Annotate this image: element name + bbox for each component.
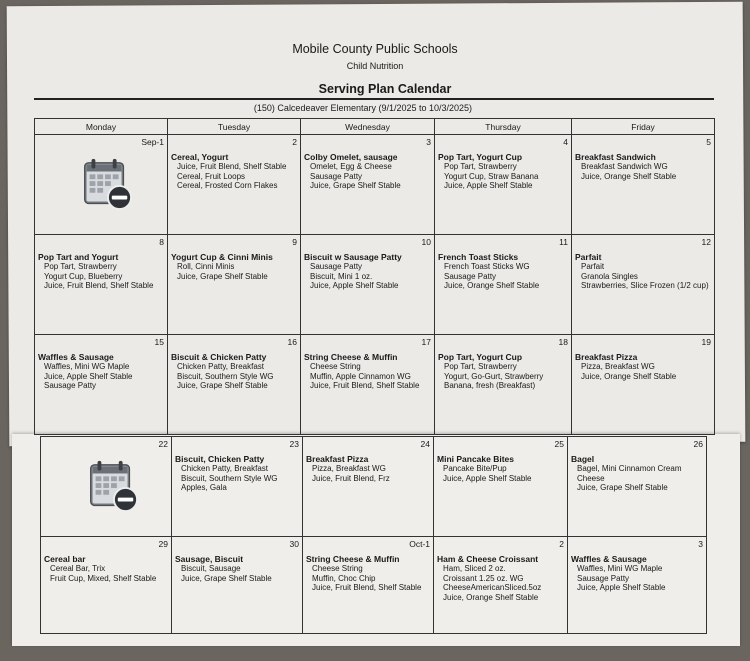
menu-item: Juice, Fruit Blend, Shelf Stable: [177, 162, 287, 171]
meal-title: String Cheese & Muffin: [306, 554, 400, 564]
menu-item: Chicken Patty, Breakfast: [177, 362, 264, 371]
meal-title: Cereal bar: [44, 554, 86, 564]
menu-item: Sausage Patty: [44, 381, 97, 391]
school-system-name: Mobile County Public Schools: [292, 42, 458, 56]
menu-item: Juice, Apple Shelf Stable: [577, 583, 666, 593]
meal-title: Biscuit, Chicken Patty: [175, 454, 265, 464]
day-number: 25: [554, 439, 564, 449]
day-number: 4: [563, 137, 568, 147]
menu-item: Pizza, Breakfast WG: [312, 464, 386, 473]
menu-item: Breakfast Sandwich WG: [581, 162, 668, 171]
menu-item: Juice, Fruit Blend, Shelf Stable: [310, 381, 420, 391]
menu-item: Cereal Bar, Trix: [50, 564, 106, 573]
meal-title: French Toast Sticks: [438, 252, 519, 262]
menu-item: Juice, Fruit Blend, Frz: [312, 473, 390, 483]
menu-item: Biscuit, Southern Style WG: [177, 371, 274, 381]
calendar-day-cell: [572, 235, 715, 335]
calendar-grid-bottom: [40, 436, 707, 634]
day-number: 15: [154, 337, 164, 347]
day-number: 3: [426, 137, 431, 147]
day-number: 16: [287, 337, 297, 347]
menu-item: Juice, Apple Shelf Stable: [310, 281, 399, 291]
day-number: 5: [706, 137, 711, 147]
menu-item: Biscuit, Sausage: [181, 564, 241, 573]
menu-item: Cereal, Frosted Corn Flakes: [177, 181, 278, 191]
menu-item: Parfait: [581, 262, 605, 271]
day-number: 8: [159, 237, 164, 247]
day-number: Sep-1: [141, 137, 164, 147]
day-number: 24: [420, 439, 430, 449]
week-row: [41, 537, 707, 634]
meal-title: Biscuit & Chicken Patty: [171, 352, 267, 362]
holiday-calendar-icon: [77, 157, 135, 213]
menu-item: Juice, Apple Shelf Stable: [444, 181, 533, 191]
day-number: 17: [421, 337, 431, 347]
day-number: 2: [559, 539, 564, 549]
menu-item: Muffin, Choc Chip: [312, 573, 376, 583]
day-number: 22: [158, 439, 168, 449]
menu-item: Juice, Fruit Blend, Shelf Stable: [44, 281, 154, 291]
weekday-header: Thursday: [435, 119, 572, 135]
menu-item: Juice, Orange Shelf Stable: [444, 281, 540, 291]
menu-item: Bagel, Mini Cinnamon Cream Cheese: [577, 464, 682, 483]
school-date-range: (150) Calcedeaver Elementary (9/1/2025 to 10/3/2025): [253, 103, 473, 113]
meal-title: Biscuit w Sausage Patty: [304, 252, 402, 262]
menu-item: Pop Tart, Strawberry: [444, 162, 517, 171]
menu-item: Croissant 1.25 oz. WG: [443, 573, 524, 583]
menu-item: Waffles, Mini WG Maple: [577, 564, 663, 573]
calendar-day-cell: [303, 537, 434, 634]
menu-item: Muffin, Apple Cinnamon WG: [310, 371, 411, 381]
day-number: 26: [693, 439, 703, 449]
calendar-day-cell: [168, 335, 301, 435]
menu-item: Pizza, Breakfast WG: [581, 362, 655, 371]
weekday-header: Tuesday: [168, 119, 301, 135]
meal-title: Sausage, Biscuit: [175, 554, 244, 564]
meal-title: Breakfast Pizza: [306, 454, 369, 464]
meal-title: Breakfast Pizza: [575, 352, 638, 362]
title-divider: [34, 98, 714, 100]
menu-item: Sausage Patty: [444, 271, 497, 281]
menu-item: Granola Singles: [581, 271, 638, 281]
meal-title: Mini Pancake Bites: [437, 454, 515, 464]
meal-title: Cereal, Yogurt: [171, 152, 229, 162]
calendar-day-cell: [301, 135, 435, 235]
department-name: Child Nutrition: [346, 61, 404, 71]
menu-item: Fruit Cup, Mixed, Shelf Stable: [50, 573, 157, 583]
week-row: [41, 437, 707, 537]
meal-title: Waffles & Sausage: [571, 554, 647, 564]
day-number: 30: [289, 539, 299, 549]
calendar-day-cell: [41, 437, 172, 537]
week-row: [35, 235, 715, 335]
menu-item: Cheese String: [310, 362, 361, 371]
menu-item: Juice, Grape Shelf Stable: [177, 381, 268, 391]
calendar-day-cell: [301, 235, 435, 335]
calendar-day-cell: [572, 135, 715, 235]
weekday-header: Wednesday: [301, 119, 435, 135]
calendar-grid-top: [34, 118, 715, 435]
day-number: 10: [421, 237, 431, 247]
meal-title: Waffles & Sausage: [38, 352, 114, 362]
menu-item: Juice, Fruit Blend, Shelf Stable: [312, 583, 422, 593]
calendar-day-cell: [435, 235, 572, 335]
menu-item: Juice, Apple Shelf Stable: [443, 473, 532, 483]
menu-item: Pop Tart, Strawberry: [44, 262, 117, 271]
calendar-day-cell: [434, 437, 568, 537]
meal-title: Pop Tart, Yogurt Cup: [438, 352, 523, 362]
menu-item: Cereal, Fruit Loops: [177, 171, 246, 181]
day-number: 23: [289, 439, 299, 449]
menu-item: Biscuit, Southern Style WG: [181, 473, 278, 483]
menu-item: Juice, Grape Shelf Stable: [181, 573, 272, 583]
day-number: 18: [558, 337, 568, 347]
menu-item: Pop Tart, Strawberry: [444, 362, 517, 371]
calendar-day-cell: [172, 437, 303, 537]
calendar-day-cell: [568, 437, 707, 537]
menu-item: Ham, Sliced 2 oz.: [443, 564, 506, 573]
calendar-day-cell: [434, 537, 568, 634]
calendar-day-cell: [168, 135, 301, 235]
day-number: 2: [292, 137, 297, 147]
menu-item: Yogurt, Go-Gurt, Strawberry: [444, 371, 544, 381]
menu-item: Banana, fresh (Breakfast): [444, 381, 536, 391]
menu-item: Sausage Patty: [577, 573, 630, 583]
menu-item: CheeseAmericanSliced.5oz: [443, 583, 542, 593]
meal-title: Pop Tart and Yogurt: [38, 252, 119, 262]
calendar-day-cell: [572, 335, 715, 435]
menu-item: Sausage Patty: [310, 262, 363, 271]
menu-item: French Toast Sticks WG: [444, 262, 530, 271]
menu-item: Cheese String: [312, 564, 363, 573]
week-row: [35, 135, 715, 235]
day-number: 19: [701, 337, 711, 347]
menu-item: Juice, Grape Shelf Stable: [177, 271, 268, 281]
calendar-day-cell: [35, 335, 168, 435]
meal-title: Yogurt Cup & Cinni Minis: [171, 252, 273, 262]
menu-item: Juice, Grape Shelf Stable: [310, 181, 401, 191]
calendar-day-cell: [568, 537, 707, 634]
menu-item: Chicken Patty, Breakfast: [181, 464, 268, 473]
calendar-day-cell: [172, 537, 303, 634]
calendar-day-cell: [41, 537, 172, 634]
menu-item: Yogurt Cup, Straw Banana: [444, 171, 539, 181]
menu-item: Pancake Bite/Pup: [443, 464, 507, 473]
day-number: 11: [559, 237, 568, 247]
meal-title: Colby Omelet, sausage: [304, 152, 398, 162]
calendar-day-cell: [35, 135, 168, 235]
meal-title: Bagel: [571, 454, 595, 464]
weekday-header: Monday: [35, 119, 168, 135]
menu-item: Waffles, Mini WG Maple: [44, 362, 130, 371]
calendar-day-cell: [303, 437, 434, 537]
meal-title: Parfait: [575, 252, 602, 262]
day-number: Oct-1: [409, 539, 430, 549]
menu-item: Juice, Apple Shelf Stable: [44, 371, 133, 381]
weekday-header: Friday: [572, 119, 715, 135]
menu-item: Juice, Orange Shelf Stable: [581, 171, 677, 181]
menu-item: Omelet, Egg & Cheese: [310, 162, 392, 171]
calendar-day-cell: [435, 135, 572, 235]
day-number: 3: [698, 539, 703, 549]
meal-title: Breakfast Sandwich: [575, 152, 656, 162]
weekday-header-row: [35, 119, 715, 135]
menu-item: Juice, Orange Shelf Stable: [581, 371, 677, 381]
day-number: 9: [292, 237, 297, 247]
day-number: 29: [158, 539, 168, 549]
menu-item: Biscuit, Mini 1 oz.: [310, 271, 373, 281]
calendar-day-cell: [168, 235, 301, 335]
meal-title: String Cheese & Muffin: [304, 352, 398, 362]
day-number: 12: [701, 237, 711, 247]
meal-title: Ham & Cheese Croissant: [437, 554, 539, 564]
menu-item: Juice, Grape Shelf Stable: [577, 483, 668, 493]
menu-item: Yogurt Cup, Blueberry: [44, 271, 123, 281]
page-title: Serving Plan Calendar: [318, 82, 452, 96]
menu-item: Strawberries, Slice Frozen (1/2 cup): [581, 281, 709, 291]
calendar-day-cell: [35, 235, 168, 335]
meal-title: Pop Tart, Yogurt Cup: [438, 152, 523, 162]
menu-item: Sausage Patty: [310, 171, 363, 181]
menu-item: Apples, Gala: [181, 483, 227, 493]
calendar-day-cell: [435, 335, 572, 435]
calendar-day-cell: [301, 335, 435, 435]
holiday-calendar-icon: [83, 459, 141, 515]
menu-item: Roll, Cinni Minis: [177, 262, 235, 271]
week-row: [35, 335, 715, 435]
menu-item: Juice, Orange Shelf Stable: [443, 592, 539, 602]
